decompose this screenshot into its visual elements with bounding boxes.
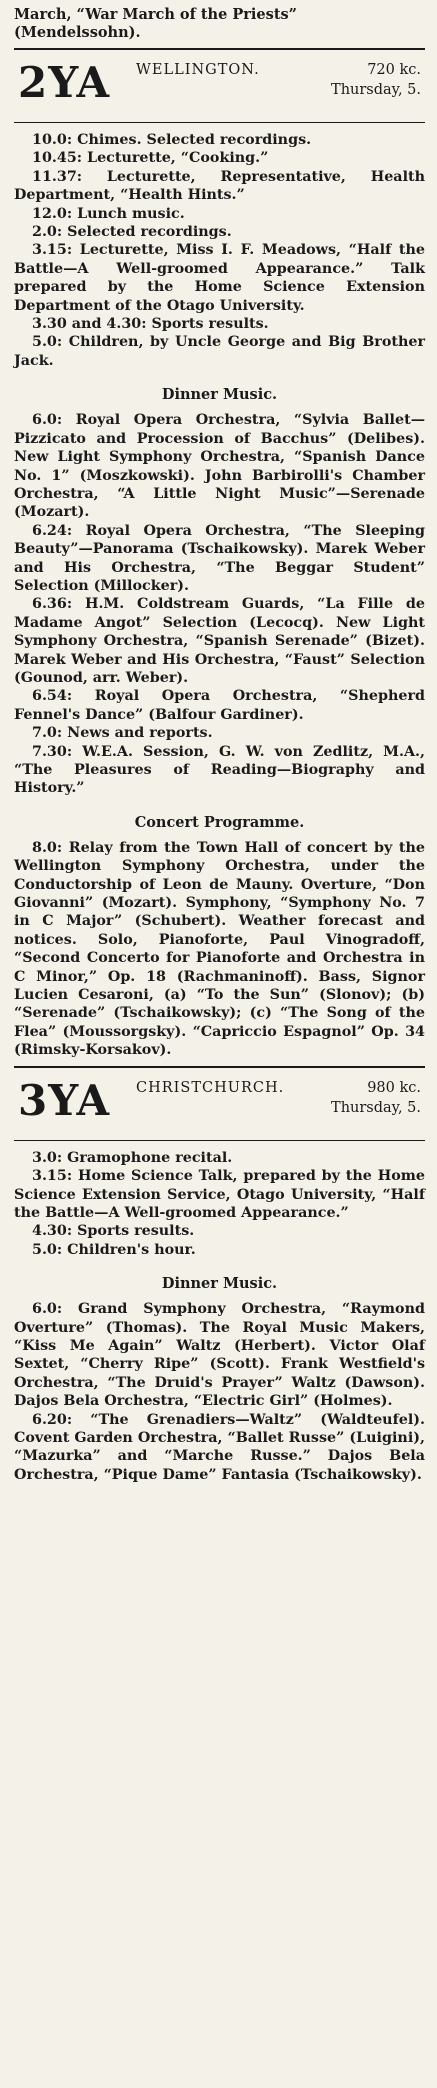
entry-time: 10.45: [32, 150, 83, 167]
entry-time: 10.0: [32, 132, 73, 148]
entry-time: 6.0: [32, 1301, 63, 1318]
entry-time: 7.0: [32, 725, 63, 742]
entry-time: 6.0: [32, 412, 63, 429]
schedule-entry [14, 1149, 425, 1167]
entry-time: 5.0: [32, 334, 63, 351]
entry-time: 8.0: [32, 839, 63, 856]
intro-text: March, “War March of the Priests” (Mendelssohn). [14, 6, 298, 41]
entry-time: 3.0: [32, 1149, 63, 1166]
station-callsign: 3YA [18, 1075, 111, 1125]
entry-time: 2.0: [32, 224, 63, 241]
schedule-entry [14, 595, 425, 687]
schedule-entry [14, 1241, 425, 1259]
entry-time: 6.36: [32, 596, 73, 613]
schedule-entry [14, 1167, 425, 1222]
station-callsign: 2YA [18, 58, 111, 107]
entry-text: Chimes. Selected recordings. [72, 132, 312, 148]
station-day: Thursday, 5. [331, 1099, 421, 1116]
station-block [14, 1066, 425, 1485]
schedule-entry [14, 315, 425, 333]
schedule-entry [14, 333, 425, 370]
entry-time: 11.37: [32, 168, 83, 185]
entry-text: News and reports. [62, 725, 213, 742]
schedule-entry [14, 1222, 425, 1240]
schedule-entry [14, 131, 425, 149]
entry-time: 4.30: [32, 1223, 73, 1240]
entry-text: Sports results. [146, 316, 269, 333]
schedule-entry [14, 168, 425, 205]
entry-list [14, 1149, 425, 1259]
station-block [14, 48, 425, 1060]
schedule-entry [14, 687, 425, 724]
section-rule [14, 48, 425, 50]
entry-text: Home Science Talk, prepared by the Home Science Extension Service, Otago University, “Half the Battle—A Well-groomed Appearance.” [14, 1168, 425, 1221]
entry-time: 3.15: [32, 242, 73, 259]
station-list [14, 48, 425, 1484]
section-title: Dinner Music. [161, 1275, 278, 1293]
entry-text: “The Grenadiers—Waltz” (Waldteufel). Covent Garden Orchestra, “Ballet Russe” (Luigini), “Mazurka” and “Marche Russe.” Dajos Bela Orchestra, “Pique Dame” Fantasia (Tschaikowsky). [14, 1411, 425, 1483]
entry-text: Sports results. [72, 1223, 195, 1240]
section-title: Dinner Music. [161, 386, 278, 404]
station-city: CHRISTCHURCH. [136, 1079, 285, 1096]
entry-text: Grand Symphony Orchestra, “Raymond Overture” (Thomas). The Royal Music Makers, “Kiss Me Again” Waltz (Herbert). Victor Olaf Sextet, “Cherry Ripe” (Scott). Frank Westfield's Orchestra, “The Druid's Prayer” Waltz (Dawson). Dajos Bela Orchestra, “Electric Girl” (Holmes). [14, 1301, 425, 1410]
station-header [14, 58, 425, 116]
entry-text: Lecturette, “Cooking.” [82, 150, 269, 167]
entry-time: 7.30: [32, 743, 73, 760]
entry-text: Children, by Uncle George and Big Brother Jack. [14, 334, 425, 369]
entry-text: Selected recordings. [62, 224, 232, 241]
entry-text: H.M. Coldstream Guards, “La Fille de Madame Angot” Selection (Lecocq). New Light Symphony Orchestra, “Spanish Serenade” (Bizet). Marek Weber and His Orchestra, “Faust” Selection (Gounod, arr. Weber). [14, 596, 425, 686]
station-city: WELLINGTON. [136, 62, 260, 78]
schedule-entry [14, 149, 425, 167]
entry-list [14, 839, 425, 1060]
entry-time: 5.0: [32, 1241, 63, 1258]
schedule-entry [14, 1300, 425, 1410]
schedule-entry [14, 743, 425, 798]
station-frequency: 720 kc. [367, 62, 421, 78]
entry-text: Royal Opera Orchestra, “Sylvia Ballet—Pizzicato and Procession of Bacchus” (Delibes). New Light Symphony Orchestra, “Spanish Dance No. 1” (Moszkowski). John Barbirolli's Chamber Orchestra, “A Little Night Music”—Serenade (Mozart). [14, 412, 425, 521]
entry-time: 6.20: [32, 1411, 73, 1428]
entry-time: 6.24: [32, 522, 73, 539]
entry-text: Relay from the Town Hall of concert by the Wellington Symphony Orchestra, under the Conductorship of Leon de Mauny. Overture, “Don Giovanni” (Mozart). Symphony, “Symphony No. 7 in C Major” (Schubert). Weather forecast and notices. Solo, Pianoforte, Paul Vinogradoff, “Second Concerto for Pianoforte and Orchestra in C Minor,” Op. 18 (Rachmaninoff). Bass, Signor Lucien Cesaroni, (a) “To the Sun” (Slonov); (b) “Serenade” (Tschaikowsky); (c) “The Song of the Flea” (Moussorgsky). “Capriccio Espagnol” Op. 34 (Rimsky-Korsakov). [14, 839, 425, 1059]
schedule-entry [14, 839, 425, 1060]
entry-text: Gramophone recital. [62, 1149, 233, 1166]
header-rule [14, 1140, 425, 1141]
entry-list [14, 1300, 425, 1484]
section-title: Concert Programme. [134, 813, 305, 831]
schedule-entry [14, 205, 425, 223]
schedule-entry [14, 241, 425, 315]
entry-text: W.E.A. Session, G. W. von Zedlitz, M.A., “The Pleasures of Reading—Biography and History.” [14, 743, 425, 797]
entry-list [14, 131, 425, 370]
schedule-entry [14, 724, 425, 742]
station-frequency: 980 kc. [367, 1079, 421, 1096]
entry-time: 12.0: [32, 205, 73, 222]
schedule-entry [14, 1411, 425, 1485]
entry-text: Royal Opera Orchestra, “Shepherd Fennel's Dance” (Balfour Gardiner). [14, 688, 425, 723]
entry-text: Royal Opera Orchestra, “The Sleeping Beauty”—Panorama (Tschaikowsky). Marek Weber and His Orchestra, “The Beggar Student” Selection (Millocker). [14, 522, 425, 594]
entry-text: Lecturette, Representative, Health Department, “Health Hints.” [14, 168, 425, 204]
entry-list [14, 411, 425, 798]
entry-time: 3.30 and 4.30: [32, 316, 147, 333]
section-rule [14, 1066, 425, 1068]
entry-time: 6.54: [32, 688, 73, 705]
entry-text: Lunch music. [72, 205, 185, 222]
entry-time: 3.15: [32, 1168, 73, 1185]
schedule-entry [14, 223, 425, 241]
station-day: Thursday, 5. [331, 82, 421, 98]
header-rule [14, 122, 425, 123]
schedule-entry [14, 522, 425, 596]
entry-text: Lecturette, Miss I. F. Meadows, “Half the Battle—A Well-groomed Appearance.” Talk prepared by the Home Science Extension Department of the Otago University. [14, 242, 425, 314]
entry-text: Children's hour. [62, 1241, 196, 1258]
station-header [14, 1076, 425, 1134]
schedule-entry [14, 411, 425, 521]
